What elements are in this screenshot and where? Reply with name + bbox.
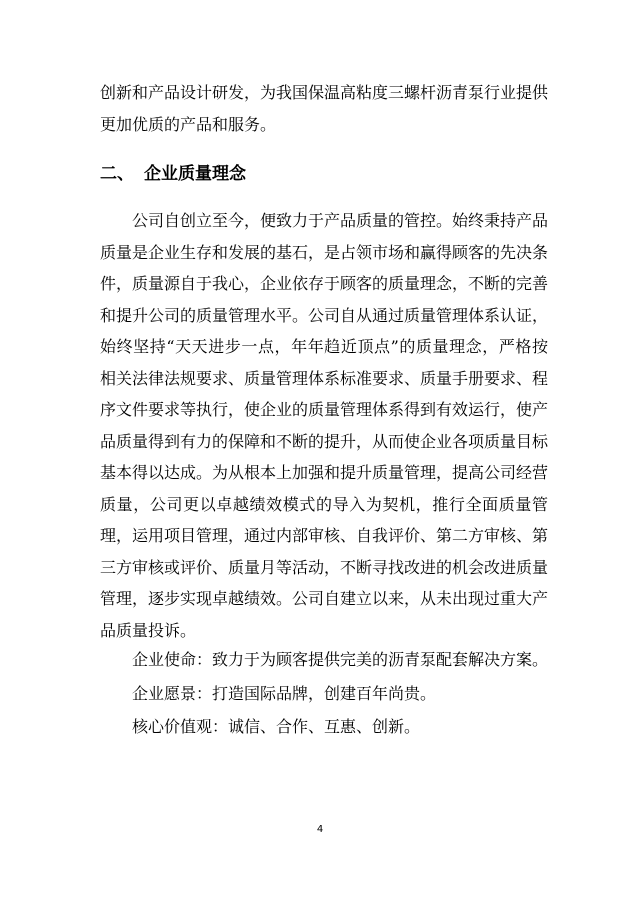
quality-philosophy-paragraph: 公司自创立至今，便致力于产品质量的管控。始终秉持产品质量是企业生存和发展的基石，是占领市场和赢得顾客的先决条件，质量源自于我心，企业依存于顾客的质量理念，不断的完善和提升公司的质量管理水平。公司自从通过质量管理体系认证，始终坚持“天天进步一点，年年趋近顶点”的质量理念，严格按相关法律法规要求、质量管理体系标准要求、质量手册要求、程序文件要求等执行，使企业的质量管理体系得到有效运行，使产品质量得到有力的保障和不断的提升，从而使企业各项质量目标基本得以达成。为从根本上加强和提升质量管理，提高公司经营质量，公司更以卓越绩效模式的导入为契机，推行全面质量管理，运用项目管理，通过内部审核、自我评价、第二方审核、第三方审核或评价、质量月等活动，不断寻找改进的机会改进质量管理，逐步实现卓越绩效。公司自建立以来，从未出现过重大产品质量投诉。: [100, 211, 549, 640]
core-values-statement: 核心价值观：诚信、合作、互惠、创新。: [132, 717, 421, 736]
page-number: 4: [316, 824, 324, 835]
section-number: 二、: [100, 164, 134, 184]
mission-statement: 企业使命：致力于为顾客提供完美的沥青泵配套解决方案。: [132, 650, 549, 669]
section-title: 企业质量理念: [144, 164, 246, 184]
intro-paragraph: 创新和产品设计研发，为我国保温高粘度三螺杆沥青泵行业提供更加优质的产品和服务。: [100, 83, 549, 134]
section-heading: [100, 162, 246, 186]
vision-statement: 企业愿景：打造国际品牌，创建百年尚贵。: [132, 684, 437, 703]
